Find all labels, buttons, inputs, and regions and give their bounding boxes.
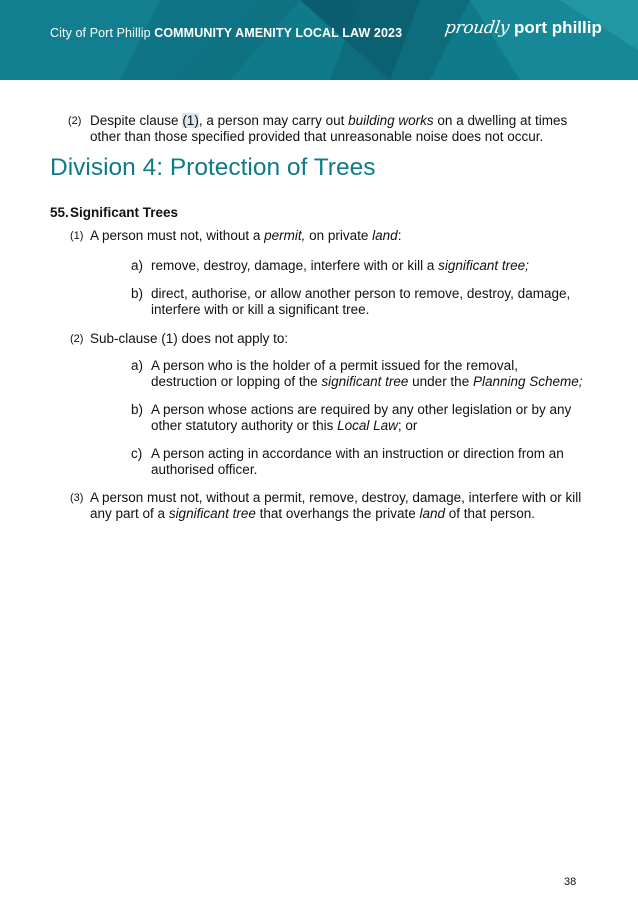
defined-term: Planning Scheme; — [472, 374, 583, 389]
list-item-text — [151, 358, 583, 390]
header-title-bold: COMMUNITY AMENITY LOCAL LAW 2023 — [154, 26, 403, 40]
list-item-text-part: ; or — [397, 418, 418, 433]
list-marker: b) — [131, 286, 144, 301]
subclause-text-part: that overhangs the private — [255, 506, 420, 521]
defined-term: significant tree — [321, 374, 409, 389]
list-item-text-part: A person who is the holder of a permit issued for the removal, destruction or lopping of the — [151, 358, 518, 389]
clause-text-part: Despite clause — [90, 113, 183, 128]
list-item-text-part: A person whose actions are required by any other legislation or by any other statutory authority or this — [151, 402, 572, 433]
list-marker: a) — [131, 258, 144, 273]
subclause-text-part: A person must not, without a — [90, 228, 265, 243]
list-item-text — [151, 402, 583, 434]
division-heading: Division 4: Protection of Trees — [50, 154, 376, 181]
clause-number: (2) — [68, 115, 82, 127]
section-heading — [50, 205, 178, 221]
defined-term: land — [372, 228, 398, 243]
subclause-text-part: on private — [305, 228, 373, 243]
list-item-text: direct, authorise, or allow another person to remove, destroy, damage, interfere with or kill a significant tree. — [151, 286, 571, 317]
clause-text-part: , a person may carry out — [198, 113, 349, 128]
subclause-text — [90, 490, 600, 522]
subclause-text-part: of that person. — [445, 506, 536, 521]
clause-reference-link[interactable]: (1) — [182, 113, 199, 128]
logo-script-text: proudly — [443, 18, 511, 38]
subclause-text: Sub-clause (1) does not apply to: — [90, 331, 289, 346]
header-background — [0, 0, 638, 80]
defined-term: significant tree — [168, 506, 256, 521]
clause-text — [90, 113, 600, 145]
list-item-text-part: remove, destroy, damage, interfere with or kill a — [151, 258, 439, 273]
defined-term: land — [419, 506, 445, 521]
list-marker: c) — [131, 446, 143, 461]
header-title — [50, 26, 402, 40]
section-title: Significant Trees — [70, 205, 179, 220]
defined-term: significant tree; — [438, 258, 529, 273]
list-item-text: A person acting in accordance with an instruction or direction from an authorised officer. — [151, 446, 564, 477]
header-title-prefix: City of Port Phillip — [50, 26, 155, 40]
section-number: 55. — [50, 205, 69, 220]
list-marker: a) — [131, 358, 144, 373]
subclause-text-part: A person must not, without a permit, remove, destroy, damage, interfere with or kill any part of a — [90, 490, 582, 521]
logo-word-text: port phillip — [514, 18, 602, 37]
defined-term: permit, — [264, 228, 306, 243]
subclause-text — [90, 228, 600, 244]
proudly-port-phillip-logo — [445, 18, 602, 38]
subclause-text-part: : — [397, 228, 402, 243]
defined-term: Local Law — [337, 418, 398, 433]
page-header — [0, 0, 638, 80]
page-number: 38 — [564, 876, 577, 888]
subclause-number: (1) — [70, 230, 84, 242]
list-item-text-part: under the — [408, 374, 473, 389]
clause-text-part: on a dwelling at times other than those specified provided that unreasonable noise does not occur. — [90, 113, 568, 144]
defined-term: building works — [348, 113, 434, 128]
list-marker: b) — [131, 402, 144, 417]
subclause-number: (2) — [70, 333, 84, 345]
list-item-text — [151, 258, 583, 274]
subclause-number: (3) — [70, 492, 84, 504]
